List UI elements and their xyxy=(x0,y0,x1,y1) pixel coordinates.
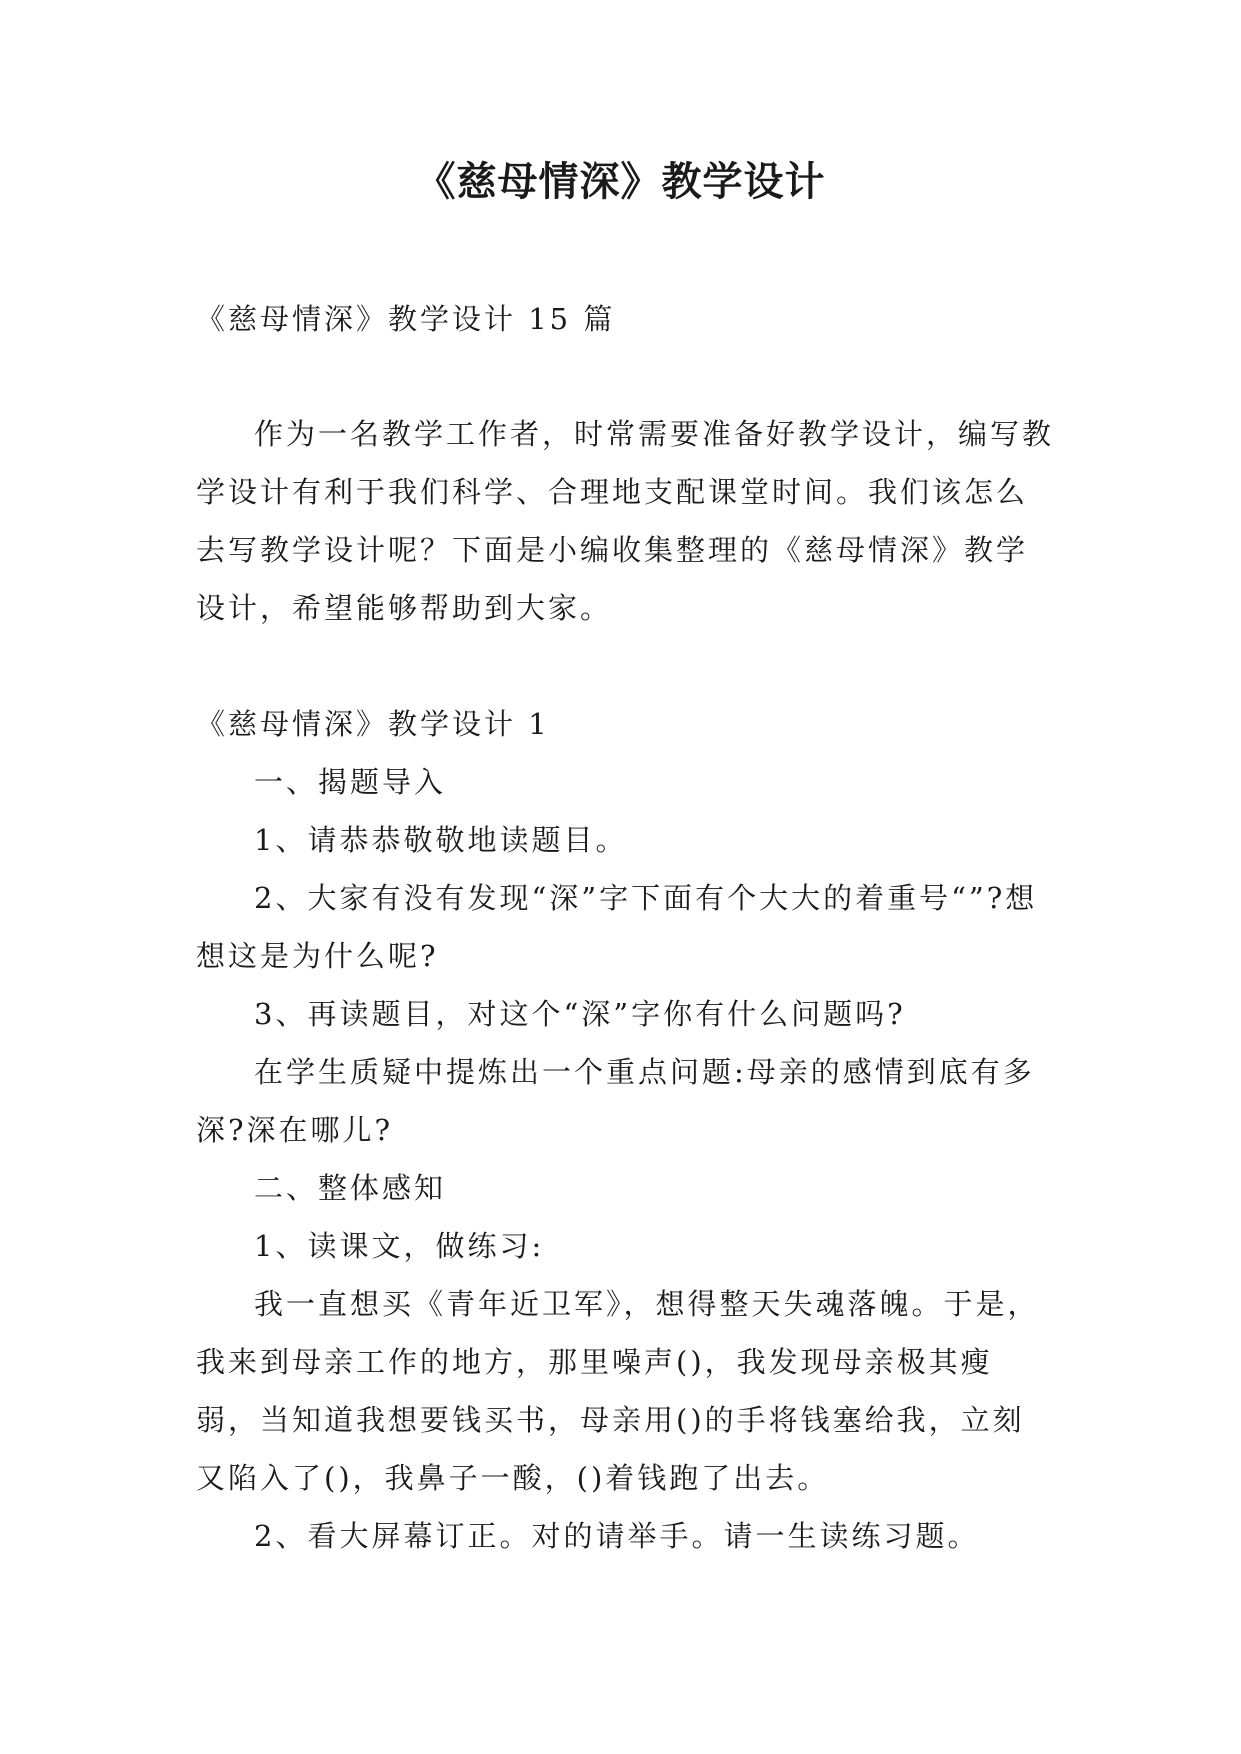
section-heading: 《慈母情深》教学设计 1 xyxy=(196,707,550,741)
list-item: 2、大家有没有发现“深”字下面有个大大的着重号“”?想想这是为什么呢? xyxy=(196,881,1038,973)
part1-heading: 一、揭题导入 xyxy=(254,765,447,799)
document-title: 《慈母情深》教学设计 xyxy=(415,158,826,205)
exercise-heading: 1、读课文，做练习: xyxy=(254,1229,545,1263)
document-subtitle: 《慈母情深》教学设计 15 篇 xyxy=(196,302,616,336)
list-item: 1、请恭恭敬敬地读题目。 xyxy=(254,823,628,857)
list-item: 3、再读题目，对这个“深”字你有什么问题吗? xyxy=(254,997,906,1031)
intro-paragraph: 作为一名教学工作者，时常需要准备好教学设计，编写教学设计有利于我们科学、合理地支配课堂时间。我们该怎么去写教学设计呢？下面是小编收集整理的《慈母情深》教学设计，希望能够帮助到大家。 xyxy=(196,417,1055,625)
exercise-paragraph: 我一直想买《青年近卫军》，想得整天失魂落魄。于是，我来到母亲工作的地方，那里噪声()，我发现母亲极其瘦弱，当知道我想要钱买书，母亲用()的手将钱塞给我，立刻又陷入了()，我鼻子一酸，()着钱跑了出去。 xyxy=(196,1287,1040,1495)
question-paragraph: 在学生质疑中提炼出一个重点问题:母亲的感情到底有多深?深在哪儿? xyxy=(196,1055,1035,1147)
list-item: 2、看大屏幕订正。对的请举手。请一生读练习题。 xyxy=(254,1519,980,1553)
part2-heading: 二、整体感知 xyxy=(254,1171,447,1205)
